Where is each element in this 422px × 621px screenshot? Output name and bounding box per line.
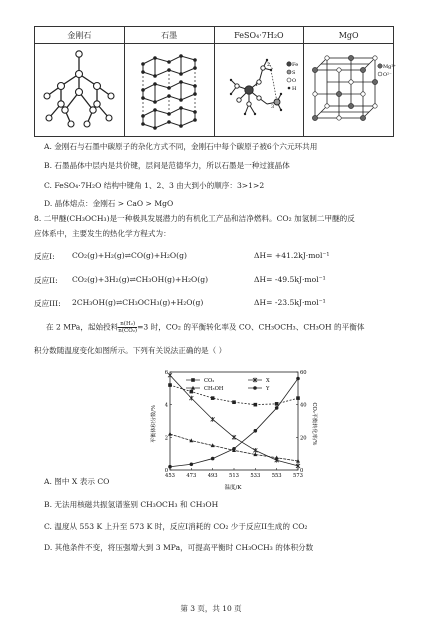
series-2-point <box>232 435 236 440</box>
x-tick-label: 493 <box>207 473 218 479</box>
legend-label: CH₃OH <box>204 386 224 392</box>
header-graphite: 石墨 <box>124 27 214 44</box>
series-3-point <box>211 457 215 461</box>
legend-label: Y <box>266 386 270 392</box>
series-0-point <box>296 396 300 400</box>
legend-mg: Mg²⁺ <box>382 64 396 70</box>
feed-ratio-fraction <box>118 321 137 334</box>
header-feso4: FeSO₄·7H₂O <box>214 27 304 44</box>
x-tick-label: 553 <box>271 473 282 479</box>
reaction3-enthalpy: ΔH= -23.5kJ·mol⁻¹ <box>254 298 326 307</box>
chart-series <box>168 373 300 469</box>
legend-marker <box>191 378 195 382</box>
header-mgo: MgO <box>304 27 394 44</box>
q7-option-b: B. 石墨晶体中层内是共价键，层间是范德华力，所以石墨是一种过渡晶体 <box>44 161 290 170</box>
angle-label-2: 2 <box>266 62 271 68</box>
equilibrium-chart <box>148 366 318 492</box>
graphite-cell <box>124 44 214 137</box>
feed-ratio-numerator: n(H₂) <box>120 321 136 327</box>
legend-h: H <box>291 86 297 92</box>
x-tick-label: 573 <box>293 473 303 479</box>
q8-condition-line1 <box>46 321 364 334</box>
legend-o2: O²⁻ <box>382 72 392 78</box>
series-0-point <box>190 390 194 394</box>
reaction2-enthalpy: ΔH= -49.5kJ·mol⁻¹ <box>254 275 326 284</box>
reaction1-enthalpy: ΔH= +41.2kJ·mol⁻¹ <box>254 251 330 260</box>
mgo-structure-image <box>305 46 396 132</box>
series-0-point <box>254 403 258 407</box>
legend-o: O <box>291 78 296 84</box>
page-footer: 第 3 页，共 10 页 <box>180 604 242 613</box>
reaction3-equation: 2CH₃OH(g)⇌CH₃OCH₃(g)+H₂O(g) <box>72 298 204 307</box>
mgo-cell <box>304 44 394 137</box>
x-tick-label: 473 <box>186 473 197 479</box>
y-right-tick-label: 20 <box>300 435 307 442</box>
header-diamond: 金刚石 <box>35 27 125 44</box>
feso4-structure-image <box>215 46 303 132</box>
diamond-cell <box>35 44 125 137</box>
y-right-tick-label: 60 <box>300 370 307 376</box>
legend-label: X <box>266 378 270 384</box>
q8-option-c: C. 温度从 553 K 上升至 573 K 时，反应I消耗的 CO₂ 少于反应II生成的 CO₂ <box>44 522 308 531</box>
diamond-structure-image <box>35 46 123 132</box>
series-3-point <box>232 447 236 451</box>
legend-fe: Fe <box>291 62 299 68</box>
series-3-point <box>168 465 172 469</box>
angle-label-1: 1 <box>254 82 259 88</box>
q8-option-b: B. 无法用核磁共振氢谱鉴别 CH₃OCH₃ 和 CH₃OH <box>44 500 219 509</box>
chart-xlabel: 温度/K <box>224 485 242 491</box>
y-right-tick-label: 40 <box>300 402 307 409</box>
chart-ylabel-left: 平衡体积分数/% <box>151 405 157 443</box>
y-left-tick-label: 6 <box>164 370 168 376</box>
series-1-point <box>168 432 172 436</box>
series-line-2 <box>170 375 298 466</box>
series-3-point <box>275 406 279 410</box>
series-2-point <box>253 448 257 453</box>
series-2-point <box>211 417 215 422</box>
reaction3-name: 反应III: <box>34 299 61 308</box>
series-0-point <box>275 402 279 406</box>
series-2-point <box>168 373 172 378</box>
q8-intro-line1: 8. 二甲醚(CH₃OCH₃)是一种极具发展潜力的有机化工产品和洁净燃料。CO₂ 加氢制二甲醚的反 <box>34 214 355 223</box>
y-left-tick-label: 4 <box>164 402 168 409</box>
y-left-tick-label: 2 <box>164 435 168 442</box>
q7-option-c: C. FeSO₄·7H₂O 结构中键角 1、2、3 由大到小的顺序：3>1>2 <box>44 181 265 190</box>
q8-option-a: A. 图中 X 表示 CO <box>44 477 110 486</box>
angle-label-3: 3 <box>270 104 275 110</box>
q8-option-d: D. 其他条件不变，将压强增大到 3 MPa，可提高平衡时 CH₃OCH₃ 的体积分数 <box>44 543 314 552</box>
q7-option-a: A. 金刚石与石墨中碳原子的杂化方式不同，金刚石中每个碳原子被6个六元环共用 <box>44 142 318 151</box>
series-3-point <box>254 429 258 433</box>
series-0-point <box>232 400 236 404</box>
series-0-point <box>211 396 215 400</box>
q7-option-d: D. 晶体熔点：金刚石 > CaO > MgO <box>44 199 174 208</box>
chart-ylabel-right: CO₂平衡转化率/% <box>311 402 317 446</box>
x-tick-label: 513 <box>229 473 239 479</box>
y-left-tick-label: 0 <box>164 468 168 474</box>
chart-legend <box>186 378 270 392</box>
graphite-structure-image <box>125 46 213 132</box>
plot-area-border <box>170 372 298 470</box>
q8-intro-line2: 应体系中，主要发生的热化学方程式为： <box>34 229 171 238</box>
reaction2-equation: CO₂(g)+3H₂(g)⇌CH₃OH(g)+H₂O(g) <box>72 275 209 284</box>
reaction1-equation: CO₂(g)+H₂(g)⇌CO(g)+H₂O(g) <box>72 251 187 260</box>
reaction1-name: 反应I: <box>34 252 55 261</box>
legend-label: CO₂ <box>204 378 215 384</box>
series-0-point <box>168 383 172 387</box>
q8-condition-line2: 积分数随温度变化如图所示。下列有关说法正确的是（ ） <box>34 346 227 355</box>
series-2-point <box>189 396 193 401</box>
reaction2-name: 反应II: <box>34 276 58 285</box>
feso4-cell <box>214 44 304 137</box>
legend-marker <box>253 386 257 390</box>
q8-condition-a: 在 2 MPa，起始投料 <box>46 322 119 332</box>
series-line-3 <box>170 379 298 467</box>
y-right-tick-label: 0 <box>300 468 304 474</box>
series-3-point <box>296 377 300 381</box>
legend-s: S <box>291 70 296 76</box>
x-tick-label: 533 <box>250 473 261 479</box>
crystal-table <box>34 26 394 137</box>
series-3-point <box>190 462 194 466</box>
q8-condition-b: =3 时，CO₂ 的平衡转化率及 CO、CH₃OCH₃、CH₃OH 的平衡体 <box>137 322 365 332</box>
chart-frame <box>170 372 298 470</box>
feed-ratio-denominator: n(CO₂) <box>118 328 138 334</box>
x-tick-label: 453 <box>165 473 175 479</box>
